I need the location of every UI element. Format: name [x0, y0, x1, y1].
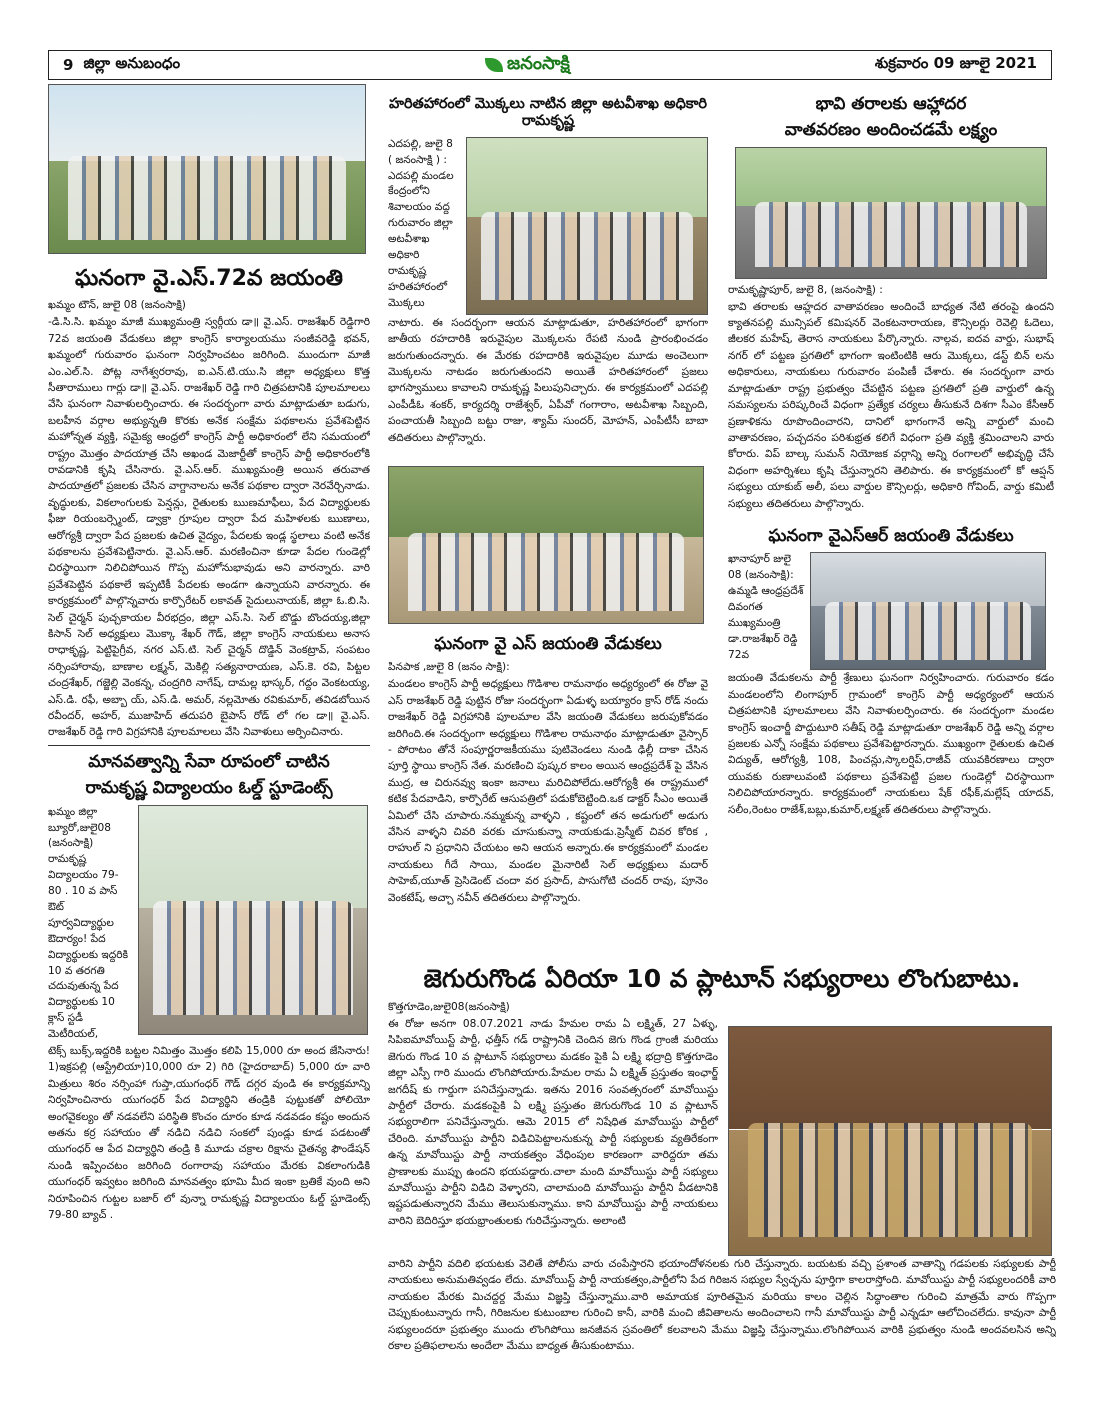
headline-surrender: జెగురుగొండ ఏరియా 10 వ ప్లాటూన్ సభ్యురాలు లొంగుబాటు.	[423, 964, 1021, 993]
masthead-left	[63, 54, 180, 76]
column-right	[728, 84, 1054, 954]
leaf-icon	[485, 58, 503, 72]
body-ys72: -డి.సి.సి. ఖమ్మం మాజీ ముఖ్యమంత్రి స్వర్గీయ డా॥ వై.ఎస్. రాజశేఖర్ రెడ్డిగారి 72వ జయంతి వేడుకలు జిల్లా కాంగ్రెస్ కార్యాలయము సంజీవరెడ్డి భవన్, ఖమ్మంలో గురువారం ఘనంగా నిర్వహించటం జరిగింది. ముందుగా మాజీ ఎం.ఎల్.సి. పోట్ల నాగేశ్వరరావు, ఐ.ఎన్.టి.యు.సి జిల్లా అధ్యక్షులు కొత్త సీతారాములు గార్లు డా॥ వై.ఎస్. రాజశేఖర్ రెడ్డి గారి చిత్రపటానికి పూలమాలలు వేసి ఘనంగా నివాళులర్పించారు. ఈ సందర్భంగా వారు మాట్లాడుతూ బడుగు, బలహీన వర్గాల అభ్యున్నతి కొరకు అనేక సంక్షేమ పథకాలను ప్రవేశపెట్టిన మహోన్నత వ్యక్తి, సమైక్య ఆంధ్రలో కాంగ్రెస్ పార్టీ అధికారంలో లేని సమయంలో రాష్ట్రం మొత్తం పాదయాత్ర చేసి అఖండ మెజార్టీతో కాంగ్రెస్ పార్టీ అధికారంలోకి రావడానికి కృషి చేసినారు. వై.ఎస్.ఆర్. ముఖ్యమంత్రి అయిన తరువాత పాదయాత్రలో ప్రజలకు చేసిన వాగ్దానాలను అనేక పథకాల ద్వారా నెరవేర్చినాడు. వృద్ధులకు, వికలాంగులకు పెన్షన్లు, రైతులకు ఋణమాఫీలు, పేద విద్యార్థులకు ఫీజు రియంబర్స్మెంట్, డ్వాక్రా గ్రూపుల ద్వారా పేద మహిళలకు ఋణాలు, ఆరోగ్యశ్రీ ద్వారా పేద ప్రజలకు ఉచిత వైద్యం, పేదలకు ఇండ్ల స్థలాలు వంటి అనేక పథకాలను ప్రవేశపెట్టినారు. వై.ఎస్.ఆర్. మరణించినా కూడా పేదల గుండెల్లో చిరస్థాయిగా నిలిచిపోయిన గొప్ప మహోనుభావుడు అని వారన్నారు. వారి ప్రవేశపెట్టిన పథకాలే ఇప్పటికీ పేదలకు అండగా ఉన్నాయని వారన్నారు. ఈ కార్యక్రమంలో పాల్గొన్నవారు కార్పొరేటర్ లకావత్ సైదులునాయక్, జిల్లా ఓ.బి.సి. సెల్ చైర్మన్ పుచ్చకాయల వీరభద్రం, జిల్లా ఎస్.సి. సెల్ బొడ్డు బొందయ్య,జిల్లా కిసాన్ సెల్ అధ్యక్షులు మొక్కా శేఖర్ గౌడ్, జిల్లా కాంగ్రెస్ నాయకులు అనాస రాధాకృష్ణ, పెట్టిపైగ్రీవ, నగర ఎస్.టి. సెల్ చైర్మన్ దొడ్డిన్ వెంకట్రావ్, సంపటం నర్సింహారావు, బాణాల లక్ష్మన్, మెకిల్లి సత్యనారాయణ, ఎస్.కె. రవి, పిట్టల చంద్రశేఖర్, గజ్జెల్లి వెంకన్న, చంద్రగిరి నాగేష్, దామల్ల భాస్కర్, గద్దం వెంకటయ్య, ఎస్.డి. రఫీ, అబ్బా య్, ఎస్.డి. అమర్, నల్లమోతు రవికుమార్, తవిడబోయిన రవీందర్, అహర్, ముజాహిద్ తదుపరి బైపాస్ రోడ్ లో గల డా॥ వై.ఎస్. రాజశేఖర్ రెడ్డి గారి విగ్రహానికి పూలమాలలు వేసి నివాళులు అర్పించినారు.	[48, 316, 370, 739]
headline-ysr-vedukalu: ఘనంగా వైఎస్ఆర్ జయంతి వేడుకలు	[768, 525, 1014, 546]
photo-ys-statue	[388, 466, 704, 624]
photo-ys-tribute	[48, 84, 366, 254]
headline-environment-1: భావి తరాలకు ఆహ్లాదర	[815, 94, 967, 114]
body-surrender-wrap: ఈ రోజు అనగా 08.07.2021 నాడు హేమల రామ ఏ లక్ష్మిత్, 27 ఏళ్ళు, సిపిఐమావోయిస్ట్ పార్టీ, ఛత్తీస్ గడ్ రాష్ట్రానికి చెందిన జెగు గొండ గ్రాంజీ మరియు జెగురు గొండ 10 వ ప్లాటూన్ సభ్యురాలు మడకం పైకి ఏ లక్ష్మి భద్రాద్రి కొత్తగూడెం జిల్లా ఎస్పీ గారి ముందు లొంగిపోయారు.హేమల రామ ఏ లక్ష్మిత్ ప్రస్తుతం ఇంఛార్జ్ జగదీష్ కు గార్డుగా పనిచేస్తున్నాడు. ఇతను 2016 సంవత్సరంలో మావోయిస్టు పార్టీలో చేరారు. మడకంపైకి ఏ లక్ష్మి ప్రస్తుతం జెగురుగొండ 10 వ ప్లాటూన్ సభ్యురాలిగా పనిచేస్తున్నారు. ఆమె 2015 లో నిషేధిత మావోయిస్టు పార్టీలో చేరింది. మావోయిస్టు పార్టీని విడిచిపెట్టాలనుకున్న పార్టీ సభ్యులకు వ్యతిరేకంగా ఉన్న మావోయిస్టు పార్టీ నాయకత్వం వేధింపుల కారణంగా వారిద్దరూ తమ ప్రాణాలకు ముప్పు ఉందని భయపడ్డారు.చాలా మంది మావోయిస్టు పార్టీ సభ్యులు మావోయిస్టు పార్టీని విడిచి వెళ్ళారని, చాలామంది మావోయిస్టు పార్టీని వీడటానికి ఇష్టపడుతున్నారని మేము తెలుసుకున్నాము. కాని మావోయిస్టు పార్టీ నాయకులు వారిని బెదిరిస్తూ భయభ్రాంతులకు గురిచేస్తున్నారు. అలాంటి	[388, 1017, 718, 1227]
column-middle	[388, 84, 708, 954]
issue-date: శుక్రవారం 09 జూలై 2021	[874, 54, 1037, 72]
masthead	[48, 50, 1052, 80]
logo-text: జనంసాక్షి	[507, 52, 570, 74]
photo-ysr-vedukalu	[810, 552, 1046, 670]
headline-ys72: ఘనంగా వై.ఎస్.72వ జయంతి	[75, 266, 343, 291]
dateline-ys-vedukalu: పినపాక ,జులై 8 (జనం సాక్షి):	[388, 661, 510, 674]
photo-haritha	[466, 137, 708, 315]
page-number: 9	[63, 56, 74, 74]
dateline-surrender: కొత్తగూడెం,జులై08(జనంసాక్షి)	[388, 1001, 510, 1013]
body-ys-vedukalu: మండలం కాంగ్రెస్ పార్టీ అధ్యక్షులు గొడిశాల రామనాథం అధ్యర్యంలో ఈ రోజు వై ఎస్ రాజశేఖర్ రెడ్డి పుట్టిన రోజు సందర్భంగా ఏడుళ్ళ బయ్యారం క్రాస్ రోడ్ నందు రాజశేఖర్ రెడ్డి విగ్రహానికి పూలమాల వేసి జయంతి వేడుకలు జరుపుకోవడం జరిగింది.ఈ సందర్భంగా అధ్యక్షులు గొడిశాల రామనాథం మాట్లాడుతూ వైస్సార్ - పోరాటం తోనే సంపూర్ణరాజకీయము పుటివెండలు నుండి ఢిల్లీ దాకా చేసిన పూర్తి స్థాయి కాంగ్రెస్ నేత. మరణించి పుష్కర కాలం అయిన ఆంధ్రప్రదేశ్ పై వేసిన ముద్ర, ఆ చిరునవ్వు ఇంకా జనాలు మరిచిపోలేదు.ఆరోగ్యశ్రీ ఈ రాష్ట్రములో కటిక పేదవాడిని, కార్పొరేట్ ఆసుపత్రిలో పడుకోబెట్టింది.ఒక డాక్టర్ సీఎం అయితే ఏమిలో చేసి చూపారు.నమ్మకున్న వాళ్ళని , కష్టంలో తన అడుగులో అడుగు వేసిన వాళ్ళని చివరి వరకు చూసుకున్నా నాయకుడు.ప్రెస్మీట్ చివర కోరిక , రాహుల్ ని ప్రధానిని చేయటం అని ఆయన అన్నారు.ఈ కార్యక్రమంలో మండల నాయకులు గీదే సాయి, మండల మైనారిటీ సెల్ అధ్యక్షులు మదార్ సాహెబ్,యూత్ ప్రెసిడెంట్ చందా వర ప్రసాద్, పాసుగోటి చందర్ రావు, పూనెం వెంకటేష్, అచ్చా నవీన్ తదితరులు పాల్గొన్నారు.	[388, 678, 708, 904]
narrow-haritha: ఎదపల్లి, జులై 8 ( జనంసాక్షి ) : ఎదపల్లి మండల కేంద్రంలోని శివాలయం వద్ద గురువారం జిల్లా అటవీశాఖ అధికారి రామకృష్ణ హరితహారంలో మొక్కలు	[388, 137, 454, 309]
photo-surrender	[728, 1026, 1052, 1256]
headline-students-2: రామకృష్ణ విద్యాలయం ఓల్డ్ స్టూడెంట్స్	[85, 778, 333, 799]
dateline-environment: రామకృష్ణాపూర్, జులై 8, (జనంసాక్షి) :	[728, 283, 883, 296]
headline-haritha: హరితహారంలో మొక్కలు నాటిన జిల్లా అటవీశాఖ అధికారి రామకృష్ణ	[388, 96, 708, 130]
body-surrender-full: వారిని పార్టీని వదిలి భయటకు వెలితే పోలీసు వారు చంపేస్తారని భయాందోళనలకు గురి చేస్తున్నారు. బయటకు వచ్చి ప్రశాంత వాతాన్ని గడపలకు సభ్యులకు పార్టీ నాయకులు అనుమతివ్వడం లేదు. మావోయిస్ట్ పార్టీ నాయకత్వం,పార్టీలోని పేద గిరిజన సభ్యుల స్వేచ్ఛను పూర్తిగా కాలరాస్తోంది. మావోయిస్టు పార్టీ సభ్యులందరికీ వారి నాయకుల మేరకు మిచద్దర్ద మేము విజ్ఞప్తి చేస్తున్నాము.వారి అమాయక పూరితమైన మరియు కాలం చెల్లిన సిద్ధాంతాల గురించి మాత్రమే వారు గొప్పగా చెప్పుకుంటున్నారు గానీ, గిరిజనుల కుటుంబాల గురించి కానీ, వారికి మంచి జీవితాలను అందించాలని గానీ మావోయిస్టు పార్టీ ఎన్నడూ ఆలోచించలేదు. కావునా పార్టీ సభ్యులందరూ ప్రభుత్వం ముందు లొంగిపోయి జనజీవన స్రవంతిలో కలవాలని మేము విజ్ఞప్తి చేస్తున్నాము.లొంగిపోయిన వారికి ప్రభుత్వం నుండి అందవలసిన అన్ని రకాల ప్రతిఫలాలను అందేలా మేము బాధ్యత తీసుకుంటాము.	[388, 1257, 1056, 1352]
headline-students-1: మానవత్వాన్ని సేవా రూపంలో చాటిన	[88, 751, 330, 772]
body-ysr-vedukalu: జయంతి వేడుకలను పార్టీ శ్రేణులు ఘనంగా నిర్వహించారు. గురువారం కడం మండలంలోని లింగాపూర్ గ్రామంలో కాంగ్రెస్ పార్టీ అధ్యర్యంలో ఆయన చిత్రపటానికి పూలమాలలు వేసి నివాళులర్పించారు. ఈ సందర్భంగా మండల కాంగ్రెస్ ఇంచార్జీ పొద్దుటూరి సతీష్ రెడ్డి మాట్లాడుతూ రాజశేఖర్ రెడ్డి అన్ని వర్గాల ప్రజలకు ఎన్నో సంక్షేమ పథకాలు ప్రవేశపెట్టారన్నారు. ముఖ్యంగా రైతులకు ఉచిత విద్యుత్, ఆరోగ్యశ్రీ, 108, పించన్లు,స్కాలర్షిప్,రాజీవ్ యువకిరణాలు ద్వారా యువకు రుణాలువంటి పథకాలు ప్రవేశపెట్టి ప్రజల గుండెల్లో చిరస్థాయిగా నిలిచిపోయారన్నారు. కార్యక్రమంలో నాయకులు షేక్ రఫీక్,మల్లేష్ యాదవ్, సలీం,రెంటం రాజేశ్,బబ్లు,కుమార్,లక్ష్మణ్ తదితరులు పాల్గొన్నారు.	[728, 672, 1054, 816]
headline-environment-2: వాతవరణం అందించడమే లక్ష్యం	[784, 120, 998, 141]
photo-environment	[735, 147, 1047, 279]
body-haritha: నాటారు. ఈ సందర్భంగా ఆయన మాట్లాడుతూ, హరితహారంలో భాగంగా జాతీయ రహదారికి ఇరువైపుల మొక్కలను రేపటి నుండి ప్రారంభించడం జరుగుతుందన్నారు. ఈ మేరకు రహదారికి ఇరువైపుల మూడు అంచెలుగా మొక్కలను నాటడం జరుగుతుందని అయితే హరితహారంలో ప్రజలు భాగస్వాములు కావాలని రామకృష్ణ పిలుపునిచ్చారు. ఈ కార్యక్రమంలో ఎదపల్లి ఎంపీడీఓ శంకర్, కార్యదర్శి రాజేశ్వర్, ఏపీవో గంగారాం, అటవీశాఖ సిబ్బంది, పంచాయతీ సిబ్బంది బట్టు రాజు, శ్యామ్ సుందర్, మోహన్, ఎంపీటీసీ బాబా తదితరులు పాల్గొన్నారు.	[388, 316, 708, 444]
section-name: జిల్లా అనుబంధం	[83, 54, 181, 72]
column-left	[48, 84, 370, 1354]
dateline-ys72: ఖమ్మం టౌన్, జులై 08 (జనంసాక్షి)	[48, 299, 186, 312]
photo-students	[138, 805, 368, 1035]
narrow-students: ఖమ్మం జిల్లా బ్యూరో,జులై08 (జనంసాక్షి) రామకృష్ణ విద్యాలయం 79-80 . 10 వ పాస్ ఔట్ పూర్వవిద్యార్థుల ఔదార్యం! పేద విద్యార్థులకు ఇద్దరికి 10 వ తరగతి చదువుతున్న పేద విద్యార్థులకు 10 క్లాస్ స్టడీ మెటీరియల్,	[48, 805, 129, 1041]
body-environment: భావి తరాలకు ఆహ్లదర వాతావరణం అందించే బాధ్యత నేటి తరంపై ఉందని క్యాతనపల్లి మున్సిపల్ కమిషనర్ వెంకటనారాయణ, కౌన్సిలర్లు రెవెల్లి ఓదెలు, జీలకర మహేష్, తెరాస నాయకులు పేర్కొన్నారు. నాల్గవ, ఐదవ వార్డు, సుభాష్ నగర్ లో పట్టణ ప్రగతిలో భాగంగా ఇంటింటికి ఆరు మొక్కలు, డస్ట్ బిన్ లను అధికారులు, నాయకులు గురువారం పంపిణీ చేశారు. ఈ సందర్భంగా వారు మాట్లాడుతూ రాష్ట్ర ప్రభుత్వం చేపట్టిన పట్టణ ప్రగతిలో ప్రతి వార్డులో ఉన్న సమస్యలను పరిష్కరించే విధంగా ప్రత్యేక చర్యలు తీసుకునే దిశగా సీఎం కేసీఆర్ ప్రణాళికను రూపొందించారని, దానిలో భాగంగానే అన్ని వార్డులో మంచి వాతావరణం, పచ్చదనం పరిశుభ్రత కలిగే విధంగా ప్రతి వ్యక్తి శ్రమించాలని వారు కోరారు. విప్ బాల్క సుమన్ నియోజక వర్గాన్ని అన్ని రంగాలలో అభివృద్ధి చేసే విధంగా అహర్నిశలు కృషి చేస్తున్నారని తెలిపారు. ఈ కార్యక్రమంలో కో ఆప్షన్ సభ్యులు యాకుబ్ అలీ, పలు వార్డుల కౌన్సిలర్లు, అధికారి గోవింద్, వార్డు కమిటీ సభ్యులు తదితరులు పాల్గొన్నారు.	[728, 300, 1054, 510]
story-surrender	[388, 962, 1056, 1362]
headline-ys-vedukalu: ఘనంగా వై ఎస్ జయంతి వేడుకలు	[434, 634, 662, 655]
body-students: టెక్స్ బుక్స్,ఇద్దరికి బట్టల నిమిత్తం మొత్తం కలిపి 15,000 రూ అంద జేసినారు! 1)ఇక్రపల్లి (ఆస్ట్రేలియా)10,000 రూ 2) గిరి (హైదరాబాద్) 5,000 రూ వారి మిత్రులు శిరం నర్సింహా గుప్తా,యుగంధర్ గౌడ్ దగ్గర వుండి ఈ కార్యక్రమాన్ని నిర్వహించినారు యుగంధర్ పేద విద్యార్థిని తండ్రికి పుట్టుకతో పోలియో అంగవైకల్యం తో నడవలేని పరిస్థితి కొంచం దూరం కూడ నడవడం కష్టం అందున అతను కర్ర సహాయం తో నడిచి నడిచి సంకలో పుండ్లు కూడ పడటంతో యుగంధర్ ఆ పేద విద్యార్థిని తండ్రి కి మూడు చక్రాల రిక్షాను చైతన్య ఫౌండేషన్ నుండి ఇప్పించటం జరిగింది రంగారావు సహాయం మేరకు వికలాంగుడికి యుగంధర్ ఇవ్వటం జరిగింది మానవత్వం భూమి మీద ఇంకా బ్రతికే వుంది అని నిరూపించిన గుట్టల బజార్ లో వున్నా రామకృష్ణ విద్యాలయం ఓల్డ్ స్టూడెంట్స్ 79-80 బ్యాచ్ .	[48, 1044, 370, 1222]
narrow-ysr-vedukalu: ఖానాపూర్ జులై 08 (జనంసాక్షి): ఉమ్మడి ఆంధ్రప్రదేశ్ దివంగత ముఖ్యమంత్రి డా.రాజశేఖర్ రెడ్డి 72వ	[728, 553, 804, 661]
newspaper-logo	[485, 53, 570, 78]
